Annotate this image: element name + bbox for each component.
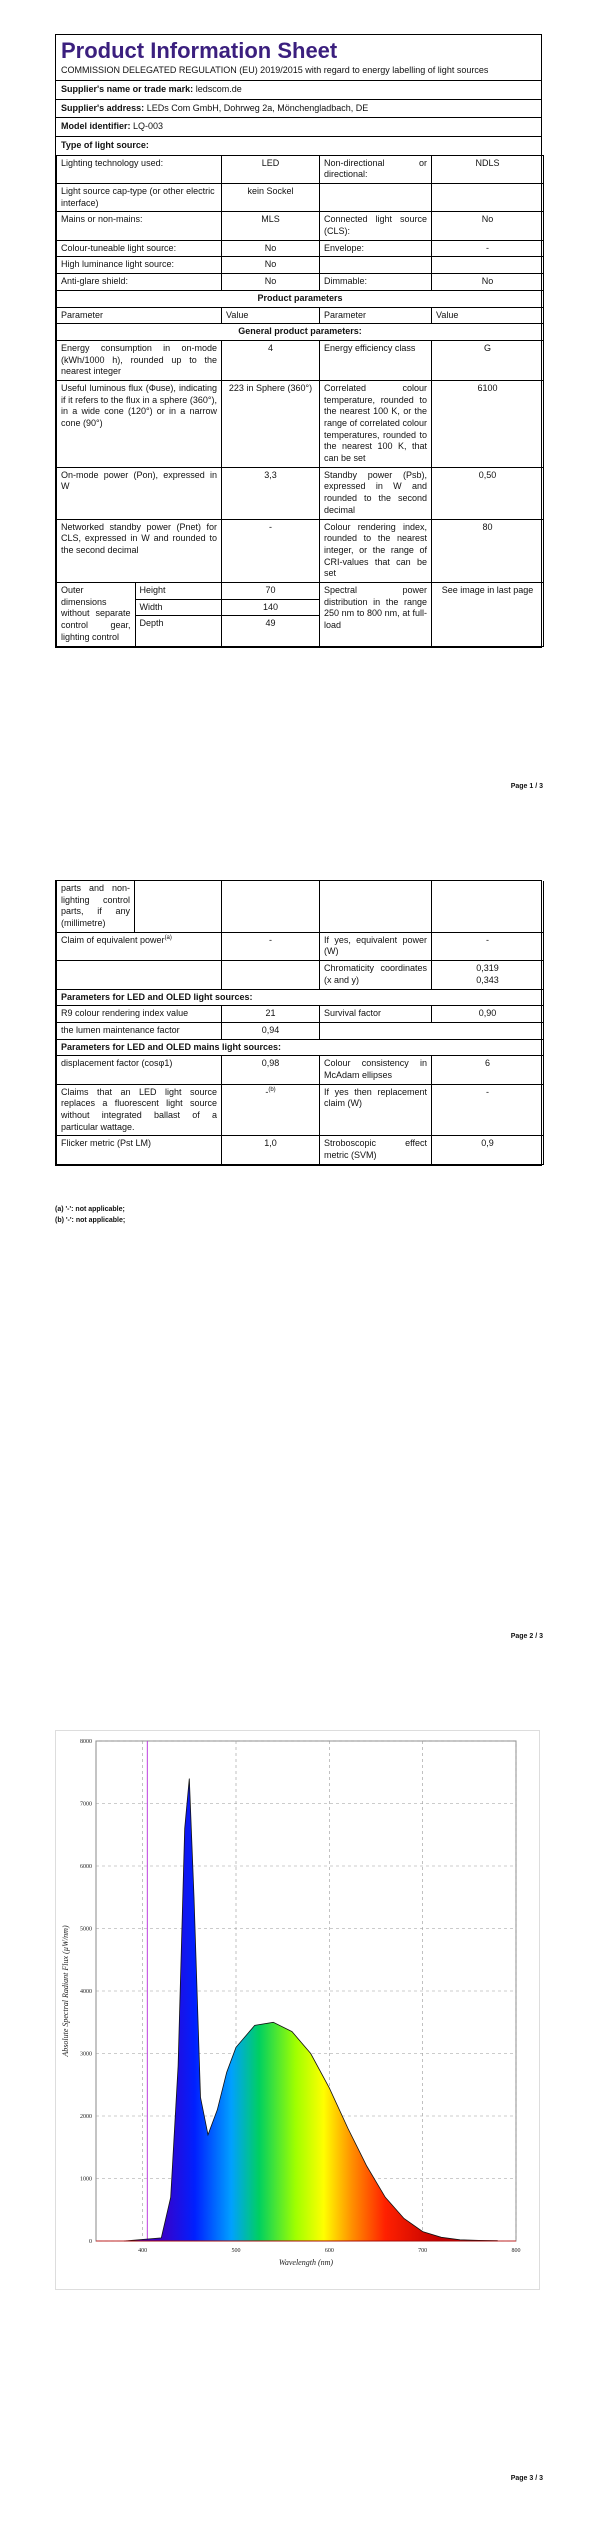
strobo-value: 0,9 (432, 1136, 544, 1164)
chroma-empty-1 (57, 961, 222, 989)
chroma-empty-2 (222, 961, 320, 989)
height-label: Height (135, 583, 221, 599)
chroma-value (432, 961, 544, 989)
y-tick-label: 7000 (80, 1801, 92, 1808)
product-sheet-table-cont (55, 880, 542, 1166)
page-number-2: Page 2 / 3 (510, 1633, 543, 1640)
footnote-a: (a) '-': not applicable; (55, 1206, 125, 1213)
lumen-row (57, 1022, 544, 1039)
flicker-row (57, 1136, 544, 1164)
type-value-2 (432, 184, 544, 212)
depth-label: Depth (135, 616, 221, 646)
supplier-address-value: LEDs Com GmbH, Dohrweg 2a, Mönchengladbach, DE (146, 102, 369, 113)
footnote-b: (b) '-': not applicable; (55, 1217, 126, 1225)
lumen-value: 0,94 (222, 1022, 320, 1039)
y-axis-label: Absolute Spectral Radiant Flux (µW/nm) (61, 1925, 70, 2057)
x-tick-label: 800 (511, 2248, 521, 2254)
supplier-name-label: Supplier's name or trade mark: (61, 83, 194, 94)
model-identifier-row (56, 118, 541, 137)
continuation-table (56, 881, 544, 1165)
cct-value: 6100 (432, 380, 544, 467)
dimensions-empty-value (222, 881, 320, 932)
type-value: No (222, 257, 320, 274)
r9-label: R9 colour rendering index value (57, 1006, 222, 1023)
mains-params-title: Parameters for LED and OLED mains light sources: (57, 1039, 544, 1056)
survival-value: 0,90 (432, 1006, 544, 1023)
col-param-2: Parameter (320, 307, 432, 324)
supplier-name-row (56, 81, 541, 100)
x-axis-label: Wavelength (nm) (278, 2258, 334, 2267)
standby-power-value: 0,50 (432, 467, 544, 519)
lumen-label: the lumen maintenance factor (57, 1022, 222, 1039)
y-tick-label: 5000 (80, 1926, 92, 1933)
param-header-row (57, 307, 544, 324)
survival-label: Survival factor (320, 1006, 432, 1023)
type-value-2: No (432, 274, 544, 291)
product-params-title: Product parameters (57, 290, 544, 307)
spd-label: Spectral power distribution in the range 250 nm to 800 nm, at full-load (320, 582, 432, 646)
disp-row (57, 1056, 544, 1084)
col-param-1: Parameter (57, 307, 222, 324)
dimensions-cont-row (57, 881, 544, 932)
replace-value: - (432, 1084, 544, 1136)
general-params-heading-row (57, 324, 544, 341)
general-params-title: General product parameters: (57, 324, 544, 341)
equiv-power-value: - (432, 932, 544, 960)
dimensions-row (57, 582, 544, 646)
dimensions-label: Outer dimensions without separate control gear, lighting control (57, 583, 135, 646)
power-row (57, 467, 544, 519)
lumen-empty-1 (320, 1022, 432, 1039)
product-params-heading-row (57, 290, 544, 307)
model-identifier-label: Model identifier: (61, 121, 131, 132)
claims-row (57, 1084, 544, 1136)
x-tick-label: 400 (138, 2248, 148, 2254)
page-number-1: Page 1 / 3 (510, 783, 543, 790)
disp-value: 0,98 (222, 1056, 320, 1084)
type-label: Light source cap-type (or other electric interface) (57, 184, 222, 212)
cri-value: 80 (432, 519, 544, 582)
type-label: Anti-glare shield: (57, 274, 222, 291)
spectral-chart (55, 1730, 540, 2290)
spd-empty-label (320, 881, 432, 932)
on-mode-power-value: 3,3 (222, 467, 320, 519)
led-params-title: Parameters for LED and OLED light sources: (57, 989, 544, 1006)
dimensions-subtable (57, 583, 221, 646)
type-table (56, 155, 544, 647)
type-label-2: Dimmable: (320, 274, 432, 291)
equiv-power-label: If yes, equivalent power (W) (320, 932, 432, 960)
type-label-2: Connected light source (CLS): (320, 212, 432, 240)
chroma-label: Chromaticity coordinates (x and y) (320, 961, 432, 989)
y-tick-label: 2000 (80, 2114, 92, 2120)
x-tick-label: 500 (231, 2248, 241, 2254)
col-value-1: Value (222, 307, 320, 324)
lumen-empty-2 (432, 1022, 544, 1039)
r9-row (57, 1006, 544, 1023)
energy-class-value: G (432, 340, 544, 380)
dimensions-empty-cell (135, 881, 222, 932)
energy-class-label: Energy efficiency class (320, 340, 432, 380)
type-label: Lighting technology used: (57, 155, 222, 183)
y-tick-label: 8000 (80, 1739, 92, 1745)
chroma-x: 0,319 (476, 963, 499, 974)
type-section-heading (56, 137, 541, 155)
type-label-2: Non-directional or directional: (320, 155, 432, 183)
y-tick-label: 0 (89, 2239, 92, 2245)
type-value-2: No (432, 212, 544, 240)
equiv-claim-value: - (222, 932, 320, 960)
energy-row (57, 340, 544, 380)
equiv-row (57, 932, 544, 960)
type-row (57, 184, 544, 212)
equiv-claim-label: Claim of equivalent power$^{(a)}$ (57, 932, 222, 960)
standby-power-label: Standby power (Psb), expressed in W and rounded to the second decimal (320, 467, 432, 519)
spd-empty-value (432, 881, 544, 932)
led-params-heading-row (57, 989, 544, 1006)
type-label: Colour-tuneable light source: (57, 240, 222, 257)
type-row (57, 257, 544, 274)
col-value-2: Value (432, 307, 544, 324)
y-tick-label: 3000 (80, 2051, 92, 2058)
type-value-2: - (432, 240, 544, 257)
consistency-value: 6 (432, 1056, 544, 1084)
strobo-label: Stroboscopic effect metric (SVM) (320, 1136, 432, 1164)
type-label-2 (320, 184, 432, 212)
width-label: Width (135, 599, 221, 616)
networked-standby-value: - (222, 519, 320, 582)
networked-standby-label: Networked standby power (Pnet) for CLS, expressed in W and rounded to the second decimal (57, 519, 222, 582)
y-tick-label: 1000 (80, 2176, 92, 2183)
regulation-subtitle: COMMISSION DELEGATED REGULATION (EU) 2019/2015 with regard to energy labelling of light sources (61, 65, 489, 76)
sheet-header (56, 35, 541, 81)
depth-value: 49 (265, 618, 276, 629)
disp-label: displacement factor (cosφ1) (57, 1056, 222, 1084)
supplier-address-label: Supplier's address: (61, 102, 145, 113)
r9-value: 21 (222, 1006, 320, 1023)
claims-label: Claims that an LED light source replaces a fluorescent light source without integrated ballast of a particular wattage. (57, 1084, 222, 1136)
y-tick-label: 4000 (80, 1989, 92, 1995)
page-3 (0, 1700, 595, 2526)
page-number-3: Page 3 / 3 (510, 2475, 543, 2482)
type-label: High luminance light source: (57, 257, 222, 274)
product-sheet-table (55, 34, 542, 648)
flux-row (57, 380, 544, 467)
dimensions-cell (57, 582, 222, 646)
spd-value: See image in last page (432, 582, 544, 646)
type-value-2: NDLS (432, 155, 544, 183)
chroma-y: 0,343 (476, 974, 499, 985)
type-value: kein Sockel (222, 184, 320, 212)
height-value: 70 (222, 583, 319, 599)
luminous-flux-label: Useful luminous flux (Φuse), indicating if it refers to the flux in a sphere (360°), in a wide cone (120°) or in a narrow cone (90°) (57, 380, 222, 467)
mains-params-heading-row (57, 1039, 544, 1056)
type-label-2: Envelope: (320, 240, 432, 257)
dimensions-label-cont: parts and non-lighting control parts, if any (millimetre) (57, 881, 135, 932)
dimensions-values-cell (222, 582, 320, 646)
type-row (57, 240, 544, 257)
type-value: LED (222, 155, 320, 183)
type-value: MLS (222, 212, 320, 240)
supplier-name-value: ledscom.de (195, 83, 242, 94)
energy-consumption-value: 4 (222, 340, 320, 380)
width-value: 140 (222, 599, 319, 616)
flicker-value: 1,0 (222, 1136, 320, 1164)
type-value: No (222, 240, 320, 257)
on-mode-power-label: On-mode power (Pon), expressed in W (57, 467, 222, 519)
cct-label: Correlated colour temperature, rounded to the nearest 100 K, or the range of correlated colour temperatures, rounded to the nearest 100 K, that can be set (320, 380, 432, 467)
type-value-2 (432, 257, 544, 274)
type-row (57, 155, 544, 183)
x-tick-label: 600 (324, 2248, 334, 2254)
footnotes (55, 1204, 125, 1226)
type-row (57, 212, 544, 240)
type-label: Mains or non-mains: (57, 212, 222, 240)
page-2 (0, 880, 595, 1700)
type-value: No (222, 274, 320, 291)
energy-consumption-label: Energy consumption in on-mode (kWh/1000 h), rounded up to the nearest integer (57, 340, 222, 380)
type-label-2 (320, 257, 432, 274)
type-row (57, 274, 544, 291)
model-identifier-value: LQ-003 (133, 121, 164, 132)
claims-value: -$^{(b)}$ (222, 1084, 320, 1136)
flicker-label: Flicker metric (Pst LM) (57, 1136, 222, 1164)
networked-standby-row (57, 519, 544, 582)
consistency-label: Colour consistency in McAdam ellipses (320, 1056, 432, 1084)
type-section-title: Type of light source: (61, 139, 149, 150)
dimensions-values (222, 583, 319, 646)
y-tick-label: 6000 (80, 1864, 92, 1870)
page-1 (0, 0, 595, 880)
replace-label: If yes then replacement claim (W) (320, 1084, 432, 1136)
chroma-row (57, 961, 544, 989)
cri-label: Colour rendering index, rounded to the nearest integer, or the range of CRI-values that can be set (320, 519, 432, 582)
spectral-chart-svg (56, 1731, 541, 2291)
x-tick-label: 700 (418, 2248, 428, 2254)
page-title: Product Information Sheet (61, 38, 338, 63)
supplier-address-row (56, 100, 541, 119)
luminous-flux-value: 223 in Sphere (360°) (222, 380, 320, 467)
